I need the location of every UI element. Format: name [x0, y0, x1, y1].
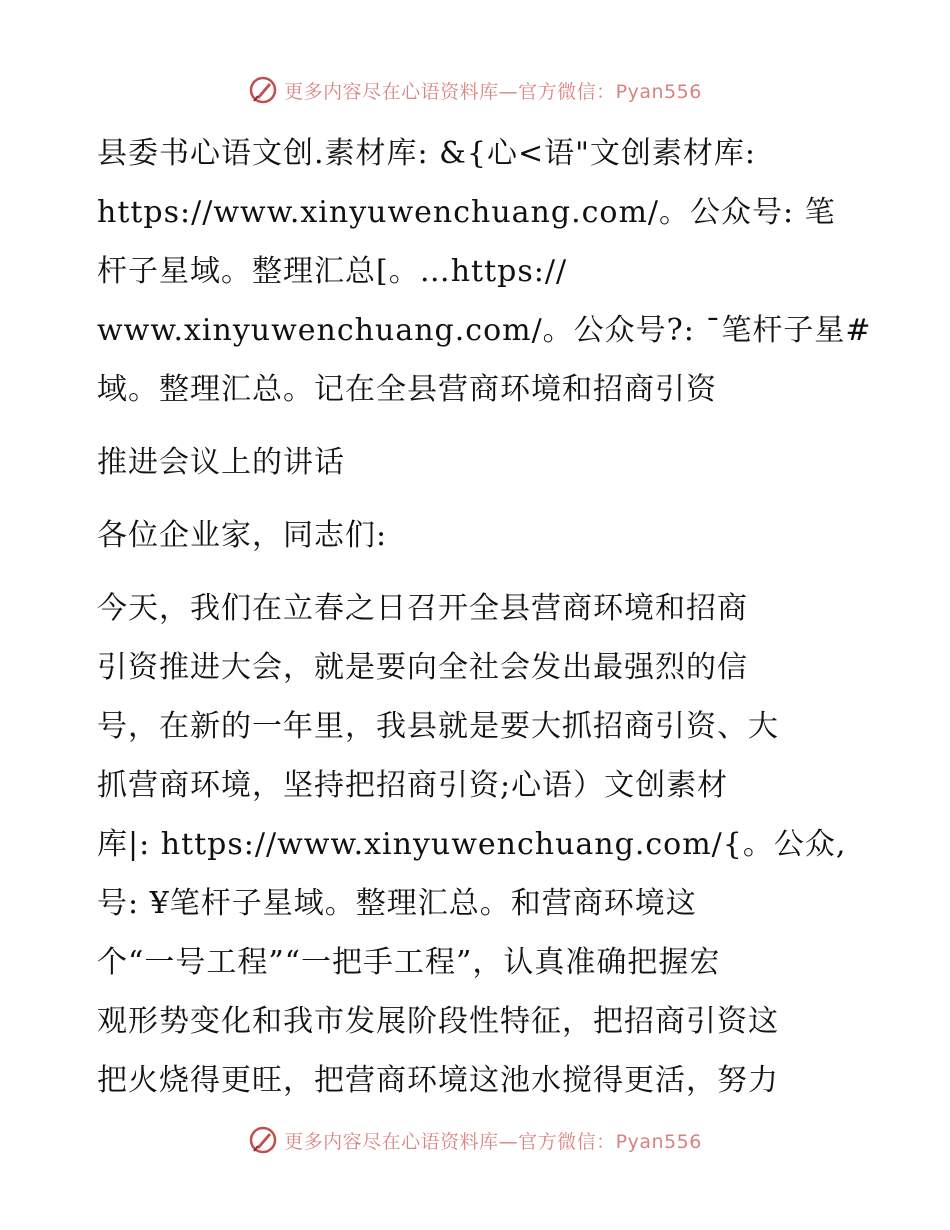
salutation: 各位企业家，同志们:	[97, 518, 388, 553]
document-title: 推进会议上的讲话	[97, 445, 345, 480]
watermark-text: 更多内容尽在心语资料库—官方微信：Pyan556	[284, 1130, 702, 1153]
body-line: 今天，我们在立春之日召开全县营商环境和招商	[97, 591, 748, 626]
header-line: 县委书心语文创.素材库: &{心<语"文创素材库:	[97, 136, 757, 171]
body-line: 引资推进大会，就是要向全社会发出最强烈的信	[97, 650, 748, 685]
header-line: https://www.xinyuwenchuang.com/。公众号: 笔	[97, 195, 836, 230]
body-line: 号，在新的一年里，我县就是要大抓招商引资、大	[97, 709, 779, 744]
quill-pen-icon	[248, 75, 278, 105]
watermark-text: 更多内容尽在心语资料库—官方微信：Pyan556	[284, 80, 702, 103]
body-line: 号: ¥笔杆子星域。整理汇总。和营商环境这	[97, 886, 697, 921]
bottom-watermark-banner	[0, 1120, 950, 1160]
body-line: 抓营商环境，坚持把招商引资;心语）文创素材	[97, 768, 729, 803]
body-line: 库|: https://www.xinyuwenchuang.com/{。公众,	[97, 827, 847, 862]
header-line: www.xinyuwenchuang.com/。公众号?: ¯笔杆子星#	[97, 313, 872, 348]
document-body	[97, 124, 872, 1110]
top-watermark-banner	[0, 70, 950, 110]
body-line: 观形势变化和我市发展阶段性特征，把招商引资这	[97, 1004, 779, 1039]
header-line: 杆子星域。整理汇总[。…https://	[97, 254, 568, 289]
body-line: 个“一号工程”“一把手工程”，认真准确把握宏	[97, 945, 721, 980]
quill-pen-icon	[248, 1125, 278, 1155]
body-line: 把火烧得更旺，把营商环境这池水搅得更活，努力	[97, 1063, 779, 1098]
header-line: 域。整理汇总。记在全县营商环境和招商引资	[97, 372, 717, 407]
